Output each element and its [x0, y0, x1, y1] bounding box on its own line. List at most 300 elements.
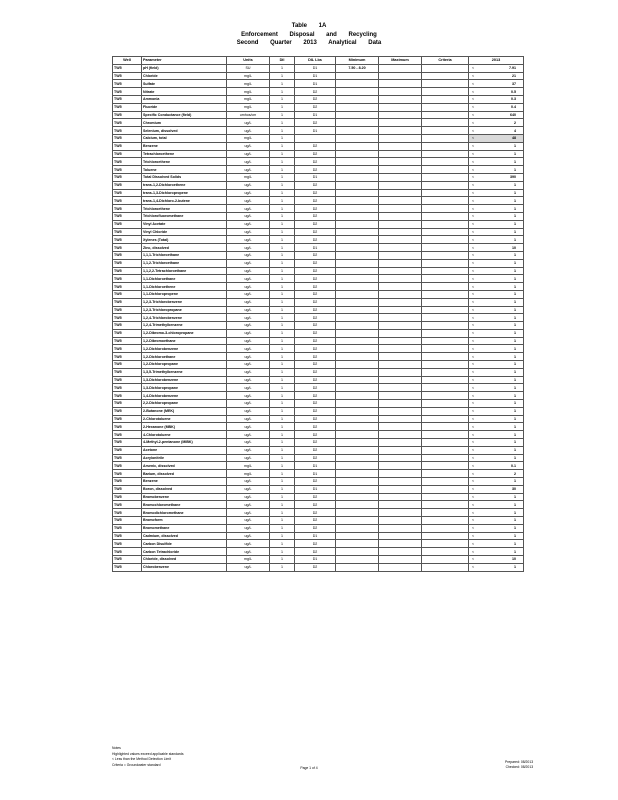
table-cell: TW5: [113, 439, 142, 447]
table-cell: 1: [270, 548, 295, 556]
table-cell: [422, 314, 469, 322]
table-row: [113, 470, 524, 478]
table-cell: 1: [270, 103, 295, 111]
table-cell: [336, 314, 379, 322]
table-cell: ug/L: [227, 329, 270, 337]
table-cell: ug/L: [227, 485, 270, 493]
table-cell: [379, 251, 422, 259]
table-cell: ug/L: [227, 509, 270, 517]
table-cell: [336, 548, 379, 556]
table-row: [113, 384, 524, 392]
table-row: [113, 400, 524, 408]
table-cell: [336, 166, 379, 174]
table-cell: < 1: [469, 205, 524, 213]
table-cell: ug/L: [227, 283, 270, 291]
table-cell: Zinc, dissolved: [142, 244, 227, 252]
table-cell: 1: [270, 212, 295, 220]
table-cell: [379, 197, 422, 205]
table-cell: [379, 103, 422, 111]
table-cell: [336, 189, 379, 197]
table-header-row: [113, 57, 524, 65]
table-cell: ug/L: [227, 189, 270, 197]
table-cell: [422, 454, 469, 462]
table-cell: < 10: [469, 244, 524, 252]
table-cell: TW5: [113, 298, 142, 306]
table-cell: [379, 384, 422, 392]
table-cell: 1,2-Dichlorobenzene: [142, 345, 227, 353]
table-cell: < 1: [469, 368, 524, 376]
table-cell: Acrylonitrile: [142, 454, 227, 462]
table-cell: < 1: [469, 540, 524, 548]
table-row: [113, 95, 524, 103]
table-cell: [336, 376, 379, 384]
table-cell: [379, 150, 422, 158]
table-cell: TW5: [113, 290, 142, 298]
table-cell: < 1: [469, 166, 524, 174]
table-cell: TW5: [113, 524, 142, 532]
table-cell: 1: [270, 220, 295, 228]
table-cell: ug/L: [227, 197, 270, 205]
table-cell: < 1: [469, 236, 524, 244]
table-cell: 1,2,3-Trichlorobenzene: [142, 298, 227, 306]
table-cell: Nitrate: [142, 88, 227, 96]
page-number: Page 1 of 4: [300, 766, 318, 770]
table-cell: ug/L: [227, 127, 270, 135]
table-cell: Arsenic, dissolved: [142, 462, 227, 470]
table-cell: TW5: [113, 361, 142, 369]
table-cell: 1: [270, 88, 295, 96]
table-cell: [379, 228, 422, 236]
table-cell: < 1: [469, 150, 524, 158]
table-cell: [422, 556, 469, 564]
table-cell: 1,2,4-Trimethylbenzene: [142, 322, 227, 330]
table-cell: D2: [295, 88, 336, 96]
table-cell: ug/L: [227, 259, 270, 267]
table-cell: TW5: [113, 72, 142, 80]
table-cell: < 1: [469, 275, 524, 283]
table-cell: [422, 400, 469, 408]
table-cell: [422, 485, 469, 493]
table-cell: 1: [270, 454, 295, 462]
table-cell: < 1: [469, 439, 524, 447]
table-cell: TW5: [113, 384, 142, 392]
table-cell: D2: [295, 166, 336, 174]
table-cell: [379, 493, 422, 501]
table-cell: 1: [270, 501, 295, 509]
column-header: Criteria: [422, 57, 469, 65]
table-cell: D1: [295, 485, 336, 493]
table-cell: ug/L: [227, 181, 270, 189]
table-cell: < 0.4: [469, 103, 524, 111]
table-cell: < 1: [469, 212, 524, 220]
table-row: [113, 368, 524, 376]
table-cell: 2-Chlorotoluene: [142, 415, 227, 423]
table-cell: [422, 361, 469, 369]
table-cell: [422, 462, 469, 470]
table-cell: D2: [295, 524, 336, 532]
table-cell: [379, 236, 422, 244]
table-cell: ug/L: [227, 306, 270, 314]
table-cell: [336, 283, 379, 291]
table-cell: [422, 283, 469, 291]
table-cell: [422, 220, 469, 228]
table-cell: 1: [270, 470, 295, 478]
table-cell: < 1: [469, 524, 524, 532]
table-cell: [422, 337, 469, 345]
table-row: [113, 259, 524, 267]
table-cell: 1: [270, 72, 295, 80]
table-row: [113, 556, 524, 564]
notes-block: [112, 746, 184, 768]
table-cell: < 1: [469, 353, 524, 361]
table-cell: Chromium: [142, 119, 227, 127]
table-cell: [422, 251, 469, 259]
table-cell: [422, 501, 469, 509]
table-cell: [336, 88, 379, 96]
table-cell: D2: [295, 205, 336, 213]
table-cell: 1: [270, 517, 295, 525]
table-cell: [379, 478, 422, 486]
table-cell: [379, 64, 422, 72]
table-row: [113, 103, 524, 111]
table-cell: ug/L: [227, 439, 270, 447]
table-cell: D2: [295, 158, 336, 166]
table-row: [113, 415, 524, 423]
table-cell: D2: [295, 368, 336, 376]
table-cell: [336, 72, 379, 80]
table-cell: [336, 353, 379, 361]
table-cell: mg/L: [227, 88, 270, 96]
table-cell: < 1: [469, 228, 524, 236]
table-cell: [422, 540, 469, 548]
table-cell: D2: [295, 563, 336, 571]
table-cell: Carbon Disulfide: [142, 540, 227, 548]
table-cell: TW5: [113, 485, 142, 493]
table-cell: ug/L: [227, 431, 270, 439]
table-cell: [336, 470, 379, 478]
table-cell: D2: [295, 267, 336, 275]
table-cell: < 1: [469, 345, 524, 353]
table-cell: D2: [295, 95, 336, 103]
table-row: [113, 376, 524, 384]
table-cell: 1,2,3-Trichloropropane: [142, 306, 227, 314]
table-cell: TW5: [113, 517, 142, 525]
table-row: [113, 275, 524, 283]
table-cell: [336, 80, 379, 88]
table-cell: ug/L: [227, 290, 270, 298]
table-cell: [379, 166, 422, 174]
table-cell: 1,1-Dichloropropene: [142, 290, 227, 298]
table-cell: [379, 314, 422, 322]
table-cell: < 0.5: [469, 88, 524, 96]
table-cell: D2: [295, 314, 336, 322]
table-cell: [379, 540, 422, 548]
title-line-3: Second Quarter 2013 Analytical Data: [236, 40, 382, 46]
table-cell: TW5: [113, 220, 142, 228]
table-cell: SU: [227, 64, 270, 72]
table-cell: TW5: [113, 103, 142, 111]
table-cell: 1: [270, 353, 295, 361]
table-cell: mg/L: [227, 103, 270, 111]
table-row: [113, 392, 524, 400]
table-cell: TW5: [113, 337, 142, 345]
table-cell: < 1: [469, 376, 524, 384]
table-row: [113, 111, 524, 119]
table-cell: [422, 267, 469, 275]
column-header: Dil: [270, 57, 295, 65]
table-cell: 1: [270, 563, 295, 571]
table-cell: 1: [270, 150, 295, 158]
table-cell: < 1: [469, 446, 524, 454]
table-cell: TW5: [113, 244, 142, 252]
table-cell: D2: [295, 228, 336, 236]
table-row: [113, 251, 524, 259]
table-cell: [422, 446, 469, 454]
table-row: [113, 407, 524, 415]
table-cell: [422, 95, 469, 103]
table-cell: 1: [270, 142, 295, 150]
table-cell: [336, 454, 379, 462]
table-cell: 1: [270, 446, 295, 454]
table-cell: [422, 431, 469, 439]
table-cell: [336, 532, 379, 540]
table-cell: [336, 251, 379, 259]
table-cell: ug/L: [227, 454, 270, 462]
table-cell: TW5: [113, 540, 142, 548]
table-cell: TW5: [113, 80, 142, 88]
table-cell: < 1: [469, 189, 524, 197]
table-cell: mg/L: [227, 462, 270, 470]
table-cell: mg/L: [227, 470, 270, 478]
table-cell: [336, 259, 379, 267]
table-cell: pH (field): [142, 64, 227, 72]
table-cell: 1: [270, 361, 295, 369]
table-cell: Calcium, total: [142, 134, 227, 142]
table-cell: 1: [270, 166, 295, 174]
table-row: [113, 197, 524, 205]
table-cell: TW5: [113, 423, 142, 431]
table-cell: D1: [295, 532, 336, 540]
table-row: [113, 306, 524, 314]
table-cell: D2: [295, 322, 336, 330]
table-cell: D1: [295, 556, 336, 564]
table-cell: TW5: [113, 64, 142, 72]
table-cell: D2: [295, 400, 336, 408]
table-cell: [422, 368, 469, 376]
table-cell: [422, 205, 469, 213]
table-cell: < 1: [469, 423, 524, 431]
table-cell: TW5: [113, 415, 142, 423]
table-row: [113, 181, 524, 189]
table-cell: [336, 439, 379, 447]
table-cell: D2: [295, 283, 336, 291]
table-row: [113, 283, 524, 291]
table-cell: 1: [270, 251, 295, 259]
table-cell: 1: [270, 493, 295, 501]
table-cell: TW5: [113, 431, 142, 439]
table-cell: [336, 556, 379, 564]
table-cell: D2: [295, 212, 336, 220]
table-cell: ug/L: [227, 251, 270, 259]
table-cell: TW5: [113, 470, 142, 478]
table-cell: 1: [270, 283, 295, 291]
table-cell: < 1: [469, 361, 524, 369]
table-cell: [422, 353, 469, 361]
table-cell: < 1: [469, 509, 524, 517]
table-cell: [336, 111, 379, 119]
table-cell: ug/L: [227, 236, 270, 244]
table-cell: D1: [295, 72, 336, 80]
table-cell: ug/L: [227, 337, 270, 345]
table-cell: D2: [295, 290, 336, 298]
table-cell: D2: [295, 509, 336, 517]
table-cell: 1: [270, 267, 295, 275]
table-cell: [379, 329, 422, 337]
table-cell: trans-1,3-Dichloropropene: [142, 189, 227, 197]
table-cell: TW5: [113, 275, 142, 283]
table-cell: 1: [270, 478, 295, 486]
table-cell: D1: [295, 111, 336, 119]
table-cell: ug/L: [227, 166, 270, 174]
table-cell: [422, 134, 469, 142]
table-cell: [422, 64, 469, 72]
table-cell: TW5: [113, 173, 142, 181]
table-cell: [336, 275, 379, 283]
table-cell: TW5: [113, 181, 142, 189]
table-cell: TW5: [113, 127, 142, 135]
table-cell: D2: [295, 259, 336, 267]
table-cell: [336, 134, 379, 142]
table-cell: < 2: [469, 470, 524, 478]
table-cell: D2: [295, 142, 336, 150]
table-cell: [379, 337, 422, 345]
table-cell: TW5: [113, 134, 142, 142]
table-cell: [422, 298, 469, 306]
table-cell: 2-Butanone (MEK): [142, 407, 227, 415]
footer-prepared: Prepared: 08/2013: [505, 760, 534, 764]
table-cell: ug/L: [227, 540, 270, 548]
table-cell: TW5: [113, 267, 142, 275]
table-cell: [379, 407, 422, 415]
table-cell: D2: [295, 361, 336, 369]
table-cell: [379, 259, 422, 267]
table-cell: TW5: [113, 454, 142, 462]
table-cell: [379, 95, 422, 103]
table-cell: Chloride, dissolved: [142, 556, 227, 564]
table-cell: [422, 119, 469, 127]
table-cell: < 390: [469, 173, 524, 181]
analytical-data-table: [112, 56, 524, 572]
table-cell: [336, 322, 379, 330]
table-cell: D2: [295, 189, 336, 197]
table-row: [113, 212, 524, 220]
table-cell: 1: [270, 392, 295, 400]
table-cell: [336, 407, 379, 415]
table-cell: [422, 493, 469, 501]
table-cell: < 1: [469, 259, 524, 267]
table-cell: 1: [270, 127, 295, 135]
table-cell: < 1: [469, 220, 524, 228]
table-cell: [336, 563, 379, 571]
table-row: [113, 524, 524, 532]
table-cell: [336, 509, 379, 517]
table-cell: 1: [270, 95, 295, 103]
table-cell: < 1: [469, 501, 524, 509]
table-row: [113, 532, 524, 540]
table-cell: TW5: [113, 119, 142, 127]
table-cell: 1: [270, 189, 295, 197]
table-cell: Carbon Tetrachloride: [142, 548, 227, 556]
table-cell: [379, 462, 422, 470]
table-cell: Trichloroethene: [142, 205, 227, 213]
table-cell: ug/L: [227, 119, 270, 127]
table-cell: [422, 150, 469, 158]
table-cell: ug/L: [227, 368, 270, 376]
table-cell: 1: [270, 400, 295, 408]
table-cell: mg/L: [227, 556, 270, 564]
table-cell: 1: [270, 322, 295, 330]
table-cell: ug/L: [227, 376, 270, 384]
table-cell: D2: [295, 376, 336, 384]
table-cell: < 1: [469, 407, 524, 415]
table-cell: 1: [270, 329, 295, 337]
table-cell: < 1: [469, 532, 524, 540]
table-cell: 1: [270, 275, 295, 283]
page-title: [0, 22, 618, 48]
table-cell: TW5: [113, 158, 142, 166]
table-row: [113, 228, 524, 236]
table-cell: D2: [295, 345, 336, 353]
table-cell: 1,1,1-Trichloroethane: [142, 251, 227, 259]
table-cell: [422, 415, 469, 423]
table-cell: [336, 228, 379, 236]
table-cell: [422, 478, 469, 486]
table-cell: 1: [270, 197, 295, 205]
table-cell: mg/L: [227, 134, 270, 142]
table-cell: ug/L: [227, 298, 270, 306]
table-cell: Fluoride: [142, 103, 227, 111]
table-row: [113, 119, 524, 127]
table-cell: 1: [270, 119, 295, 127]
table-cell: Bromochloromethane: [142, 501, 227, 509]
table-cell: [379, 470, 422, 478]
table-cell: 1: [270, 259, 295, 267]
table-cell: ug/L: [227, 415, 270, 423]
table-cell: 1: [270, 384, 295, 392]
table-cell: [422, 80, 469, 88]
table-cell: < 0.1: [469, 462, 524, 470]
table-cell: [379, 134, 422, 142]
table-cell: < 1: [469, 290, 524, 298]
table-cell: [379, 501, 422, 509]
table-cell: ug/L: [227, 548, 270, 556]
column-header: Parameter: [142, 57, 227, 65]
table-cell: [379, 400, 422, 408]
table-cell: D2: [295, 119, 336, 127]
table-cell: 1: [270, 376, 295, 384]
column-header: 2013: [469, 57, 524, 65]
table-cell: [336, 485, 379, 493]
table-cell: 1,2-Dichloroethane: [142, 353, 227, 361]
table-cell: ug/L: [227, 493, 270, 501]
table-cell: [422, 509, 469, 517]
table-cell: [336, 431, 379, 439]
column-header: Units: [227, 57, 270, 65]
table-cell: D2: [295, 392, 336, 400]
table-cell: [336, 212, 379, 220]
table-cell: D2: [295, 431, 336, 439]
table-cell: [336, 95, 379, 103]
